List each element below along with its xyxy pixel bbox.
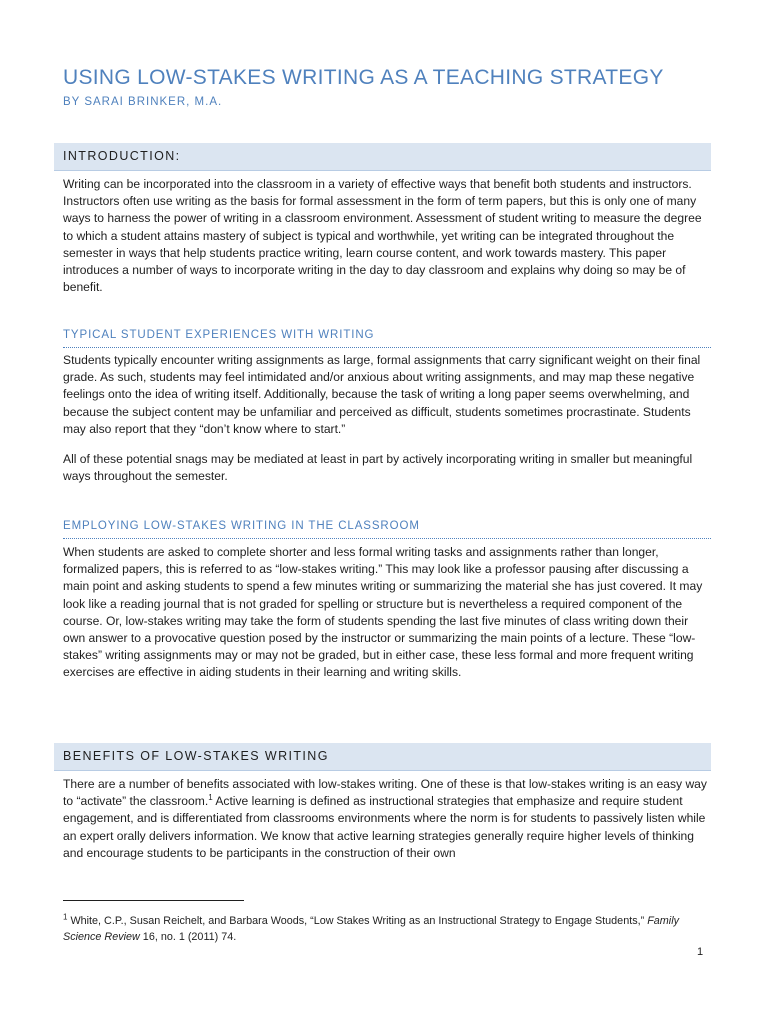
benefits-text-part2: Active learning is defined as instructional strategies that emphasize and require student engagement, and is differentiated from classrooms environments where the norm is for students to passively listen while an expert orally delivers information. We know that active learning strategies generally require higher levels of thinking and encourage students to be participants in the construction of their own: [63, 794, 706, 860]
footnote-reference[interactable]: 1: [208, 793, 213, 803]
introduction-heading: INTRODUCTION:: [54, 143, 711, 171]
paragraph: Students typically encounter writing assignments as large, formal assignments that carry significant weight on their final grade. As such, students may feel intimidated and/or anxious about writing assignments, and may map these negative feelings onto the idea of writing itself. Additionally, because the task of writing a long paper seems overwhelming, and because the subject content may be unfamiliar and perceived as difficult, students sometimes procrastinate. Students may also report that they “don’t know where to start.”: [63, 353, 701, 436]
typical-experiences-body: [63, 352, 711, 438]
footnote-divider: [63, 900, 244, 901]
document-title: USING LOW-STAKES WRITING AS A TEACHING STRATEGY: [63, 66, 664, 89]
paragraph: All of these potential snags may be mediated at least in part by actively incorporating writing in smaller but meaningful ways throughout the semester.: [63, 452, 693, 484]
introduction-body: [63, 176, 711, 296]
paragraph: When students are asked to complete shorter and less formal writing tasks and assignments rather than longer, formalized papers, this is referred to as “low-stakes writing.” This may look like a professor pausing after discussing a main point and asking students to spend a few minutes writing or summarizing the material she has just covered. It may look like a reading journal that is not graded for spelling or structure but is nevertheless a required component of the course. Or, low-stakes writing may take the form of students spending the last five minutes of class writing down their own answer to a provocative question posed by the instructor or summarizing the main points of a lecture. These “low-stakes” writing assignments may or may not be graded, but in either case, these less formal and more frequent writing exercises are effective in aiding students in their learning and writing skills.: [63, 545, 703, 680]
footnote-marker: 1: [63, 912, 68, 922]
typical-experiences-body-2: [63, 451, 711, 485]
benefits-heading: BENEFITS OF LOW-STAKES WRITING: [54, 743, 711, 771]
paragraph: Writing can be incorporated into the classroom in a variety of effective ways that benefit both students and instructors. Instructors often use writing as the basis for formal assessment in the form of term papers, but this is only one of many ways to harness the power of writing in a classroom environment. Assessment of student writing to measure the degree to which a student attains mastery of subject is typical and worthwhile, yet writing can be integrated throughout the semester in ways that help students practice writing, learn course content, and work towards mastery. This paper introduces a number of ways to incorporate writing in the day to day classroom and explains why doing so may be of benefit.: [63, 177, 702, 295]
employing-heading: EMPLOYING LOW-STAKES WRITING IN THE CLASSROOM: [63, 520, 711, 539]
footnote-citation: 16, no. 1 (2011) 74.: [139, 931, 237, 943]
benefits-text-part1: There are a number of benefits associated with low-stakes writing. One of these is that low-stakes writing is an easy way to “activate” the classroom.: [63, 777, 707, 809]
paragraph: [63, 776, 711, 862]
typical-experiences-heading: TYPICAL STUDENT EXPERIENCES WITH WRITING: [63, 329, 711, 348]
page-number: 1: [697, 946, 704, 958]
footnote-text: White, C.P., Susan Reichelt, and Barbara Woods, “Low Stakes Writing as an Instructional Strategy to Engage Students,”: [67, 915, 648, 927]
footnote-journal: Family Science Review: [63, 915, 679, 943]
footnote: [63, 913, 711, 945]
benefits-body: [63, 776, 711, 862]
employing-body: [63, 544, 711, 682]
document-author: BY SARAI BRINKER, M.A.: [63, 96, 223, 108]
